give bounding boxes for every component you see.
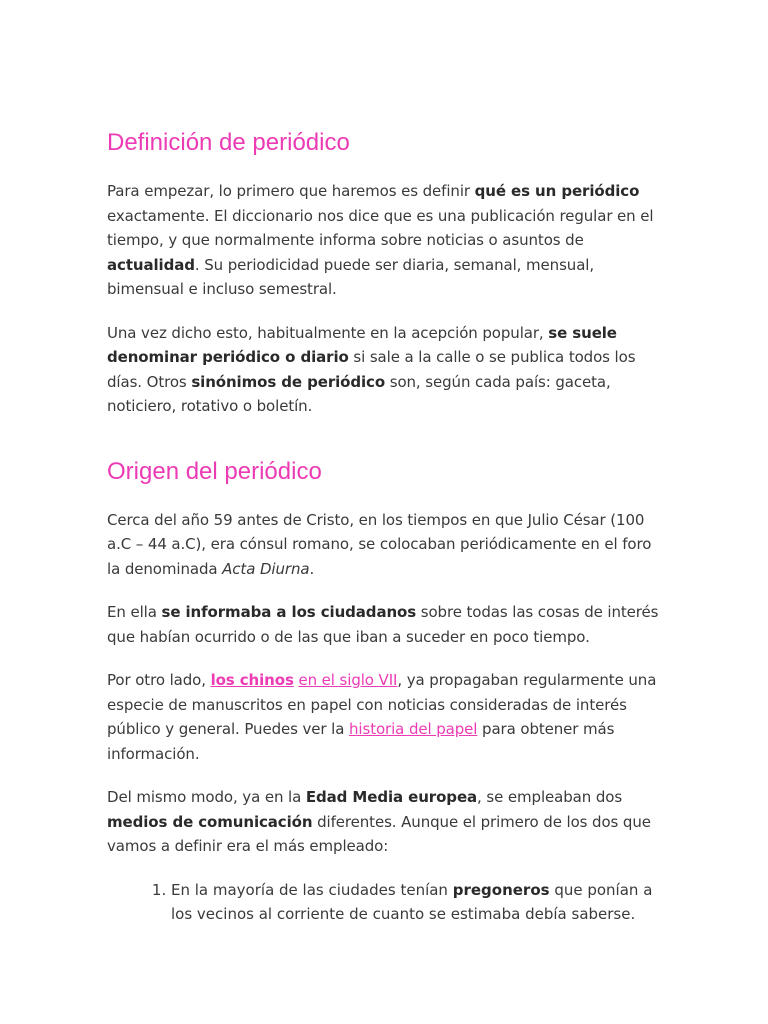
text-run: , ya propagaban regularmente una especie de manuscritos en papel con noticias consideradas de interés público y general. Puedes ver la (107, 671, 657, 738)
bold-se-informaba: se informaba a los ciudadanos (161, 603, 417, 621)
paragraph-origen-2 (107, 600, 667, 649)
italic-acta-diurna: Acta Diurna (222, 559, 310, 578)
paragraph-origen-3 (107, 668, 667, 766)
paragraph-origen-1 (107, 508, 667, 582)
numbered-list (107, 878, 667, 927)
heading-origen: Origen del periódico (107, 457, 322, 485)
text-run: Por otro lado, (107, 671, 211, 689)
link-siglo-vii[interactable]: en el siglo VII (298, 671, 398, 689)
text-run: . Su periodicidad puede ser diaria, semanal, mensual, bimensual e incluso semestral. (107, 255, 595, 298)
heading-definicion: Definición de periódico (107, 129, 350, 156)
bold-sinonimos: sinónimos de periódico (191, 372, 386, 391)
text-run: Cerca del año 59 antes de Cristo, en los tiempos en que Julio César (100 a.C – 44 a.C), era cónsul romano, se colocaban periódicamente en el foro la denominada (107, 510, 652, 578)
text-run: , se empleaban dos (477, 788, 623, 806)
link-historia-del-papel[interactable]: historia del papel (349, 720, 478, 738)
text-run: Para empezar, lo primero que haremos es definir (107, 182, 475, 200)
list-item (171, 878, 667, 927)
bold-medios-comunicacion: medios de comunicación (107, 812, 313, 831)
paragraph-origen-4 (107, 785, 667, 859)
bold-se-suele-denominar: se suele denominar periódico o diario (107, 323, 617, 366)
bold-que-es-un-periodico: qué es un periódico (474, 182, 640, 200)
text-run: sobre todas las cosas de interés que habían ocurrido o de las que iban a suceder en poco tiempo. (107, 603, 659, 646)
article-content (107, 128, 667, 927)
text-run: exactamente. El diccionario nos dice que es una publicación regular en el tiempo, y que normalmente informa sobre noticias o asuntos de (107, 206, 654, 249)
text-run: Una vez dicho esto, habitualmente en la acepción popular, (107, 323, 549, 342)
bold-edad-media: Edad Media europea (305, 788, 478, 806)
text-run: Del mismo modo, ya en la (107, 788, 306, 806)
bold-actualidad: actualidad (107, 255, 195, 274)
text-run: que ponían a los vecinos al corriente de cuanto se estimaba debía saberse. (171, 880, 653, 923)
bold-pregoneros: pregoneros (452, 880, 550, 899)
text-run: si sale a la calle o se publica todos los días. Otros (107, 348, 636, 391)
paragraph-definicion-2 (107, 321, 667, 419)
link-los-chinos[interactable]: los chinos (210, 671, 294, 689)
text-run: En ella (107, 603, 162, 621)
text-run: En la mayoría de las ciudades tenían (171, 880, 453, 899)
text-run: . (309, 559, 315, 578)
text-run: para obtener más información. (107, 720, 615, 763)
paragraph-definicion-1 (107, 179, 667, 302)
text-run: diferentes. Aunque el primero de los dos que vamos a definir era el más empleado: (107, 812, 651, 855)
text-run: son, según cada país: gaceta, noticiero, rotativo o boletín. (107, 372, 611, 415)
